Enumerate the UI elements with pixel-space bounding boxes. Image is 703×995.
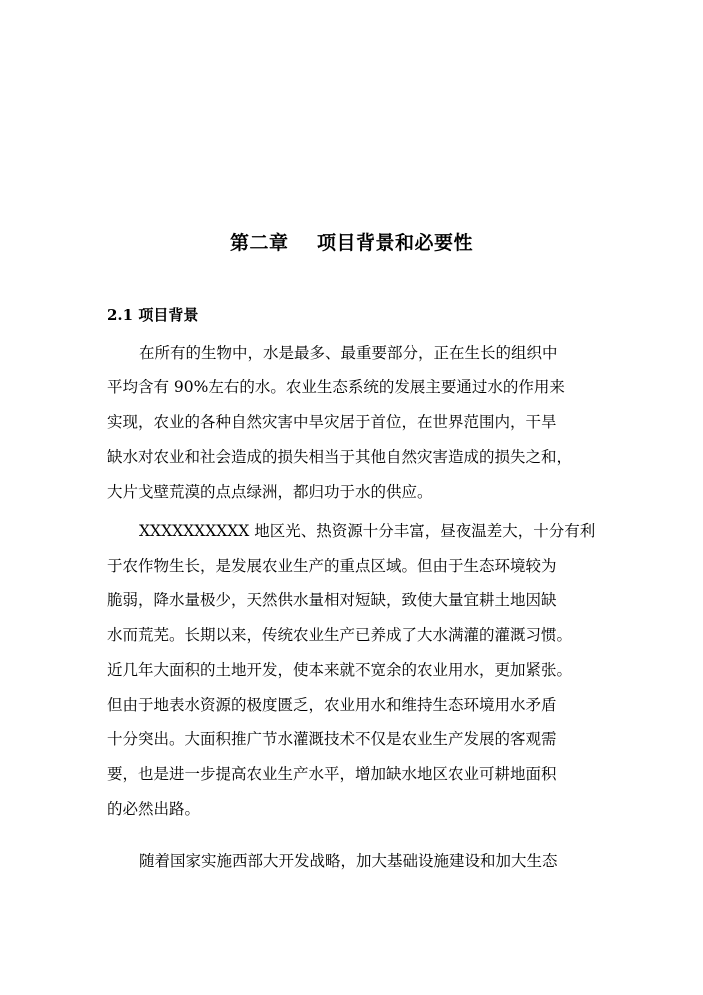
paragraph-1-line-1: 在所有的生物中，水是最多、最重要部分，正在生长的组织中 — [139, 344, 558, 362]
paragraph-2-line-7: 十分突出。大面积推广节水灌溉技术不仅是农业生产发展的客观需 — [107, 730, 557, 748]
chapter-title: 第二章 项目背景和必要性 — [230, 232, 473, 254]
paragraph-1-line-5: 大片戈壁荒漠的点点绿洲，都归功于水的供应。 — [107, 483, 433, 501]
paragraph-2-line-4: 水而荒芜。长期以来，传统农业生产已养成了大水满灌的灌溉习惯。 — [107, 626, 573, 644]
paragraph-1-line-2: 平均含有 90%左右的水。农业生态系统的发展主要通过水的作用来 — [107, 378, 565, 396]
paragraph-2-line-2: 于农作物生长，是发展农业生产的重点区域。但由于生态环境较为 — [107, 557, 557, 575]
section-heading: 2.1 项目背景 — [107, 306, 199, 324]
paragraph-2-line-6: 但由于地表水资源的极度匮乏，农业用水和维持生态环境用水矛盾 — [107, 696, 557, 714]
paragraph-2-line-3: 脆弱，降水量极少，天然供水量相对短缺，致使大量宜耕土地因缺 — [107, 591, 557, 609]
paragraph-2-line-5: 近几年大面积的土地开发，使本来就不宽余的农业用水，更加紧张。 — [107, 661, 573, 679]
paragraph-2-line-1: XXXXXXXXXX 地区光、热资源十分丰富，昼夜温差大，十分有利 — [139, 522, 596, 540]
paragraph-2-line-8: 要，也是进一步提高农业生产水平，增加缺水地区农业可耕地面积 — [107, 765, 557, 783]
paragraph-3-line-1: 随着国家实施西部大开发战略，加大基础设施建设和加大生态 — [139, 852, 558, 870]
paragraph-1-line-4: 缺水对农业和社会造成的损失相当于其他自然灾害造成的损失之和， — [107, 448, 573, 466]
paragraph-2-line-9: 的必然出路。 — [107, 800, 201, 818]
paragraph-1-line-3: 实现，农业的各种自然灾害中旱灾居于首位，在世界范围内，干旱 — [107, 413, 557, 431]
